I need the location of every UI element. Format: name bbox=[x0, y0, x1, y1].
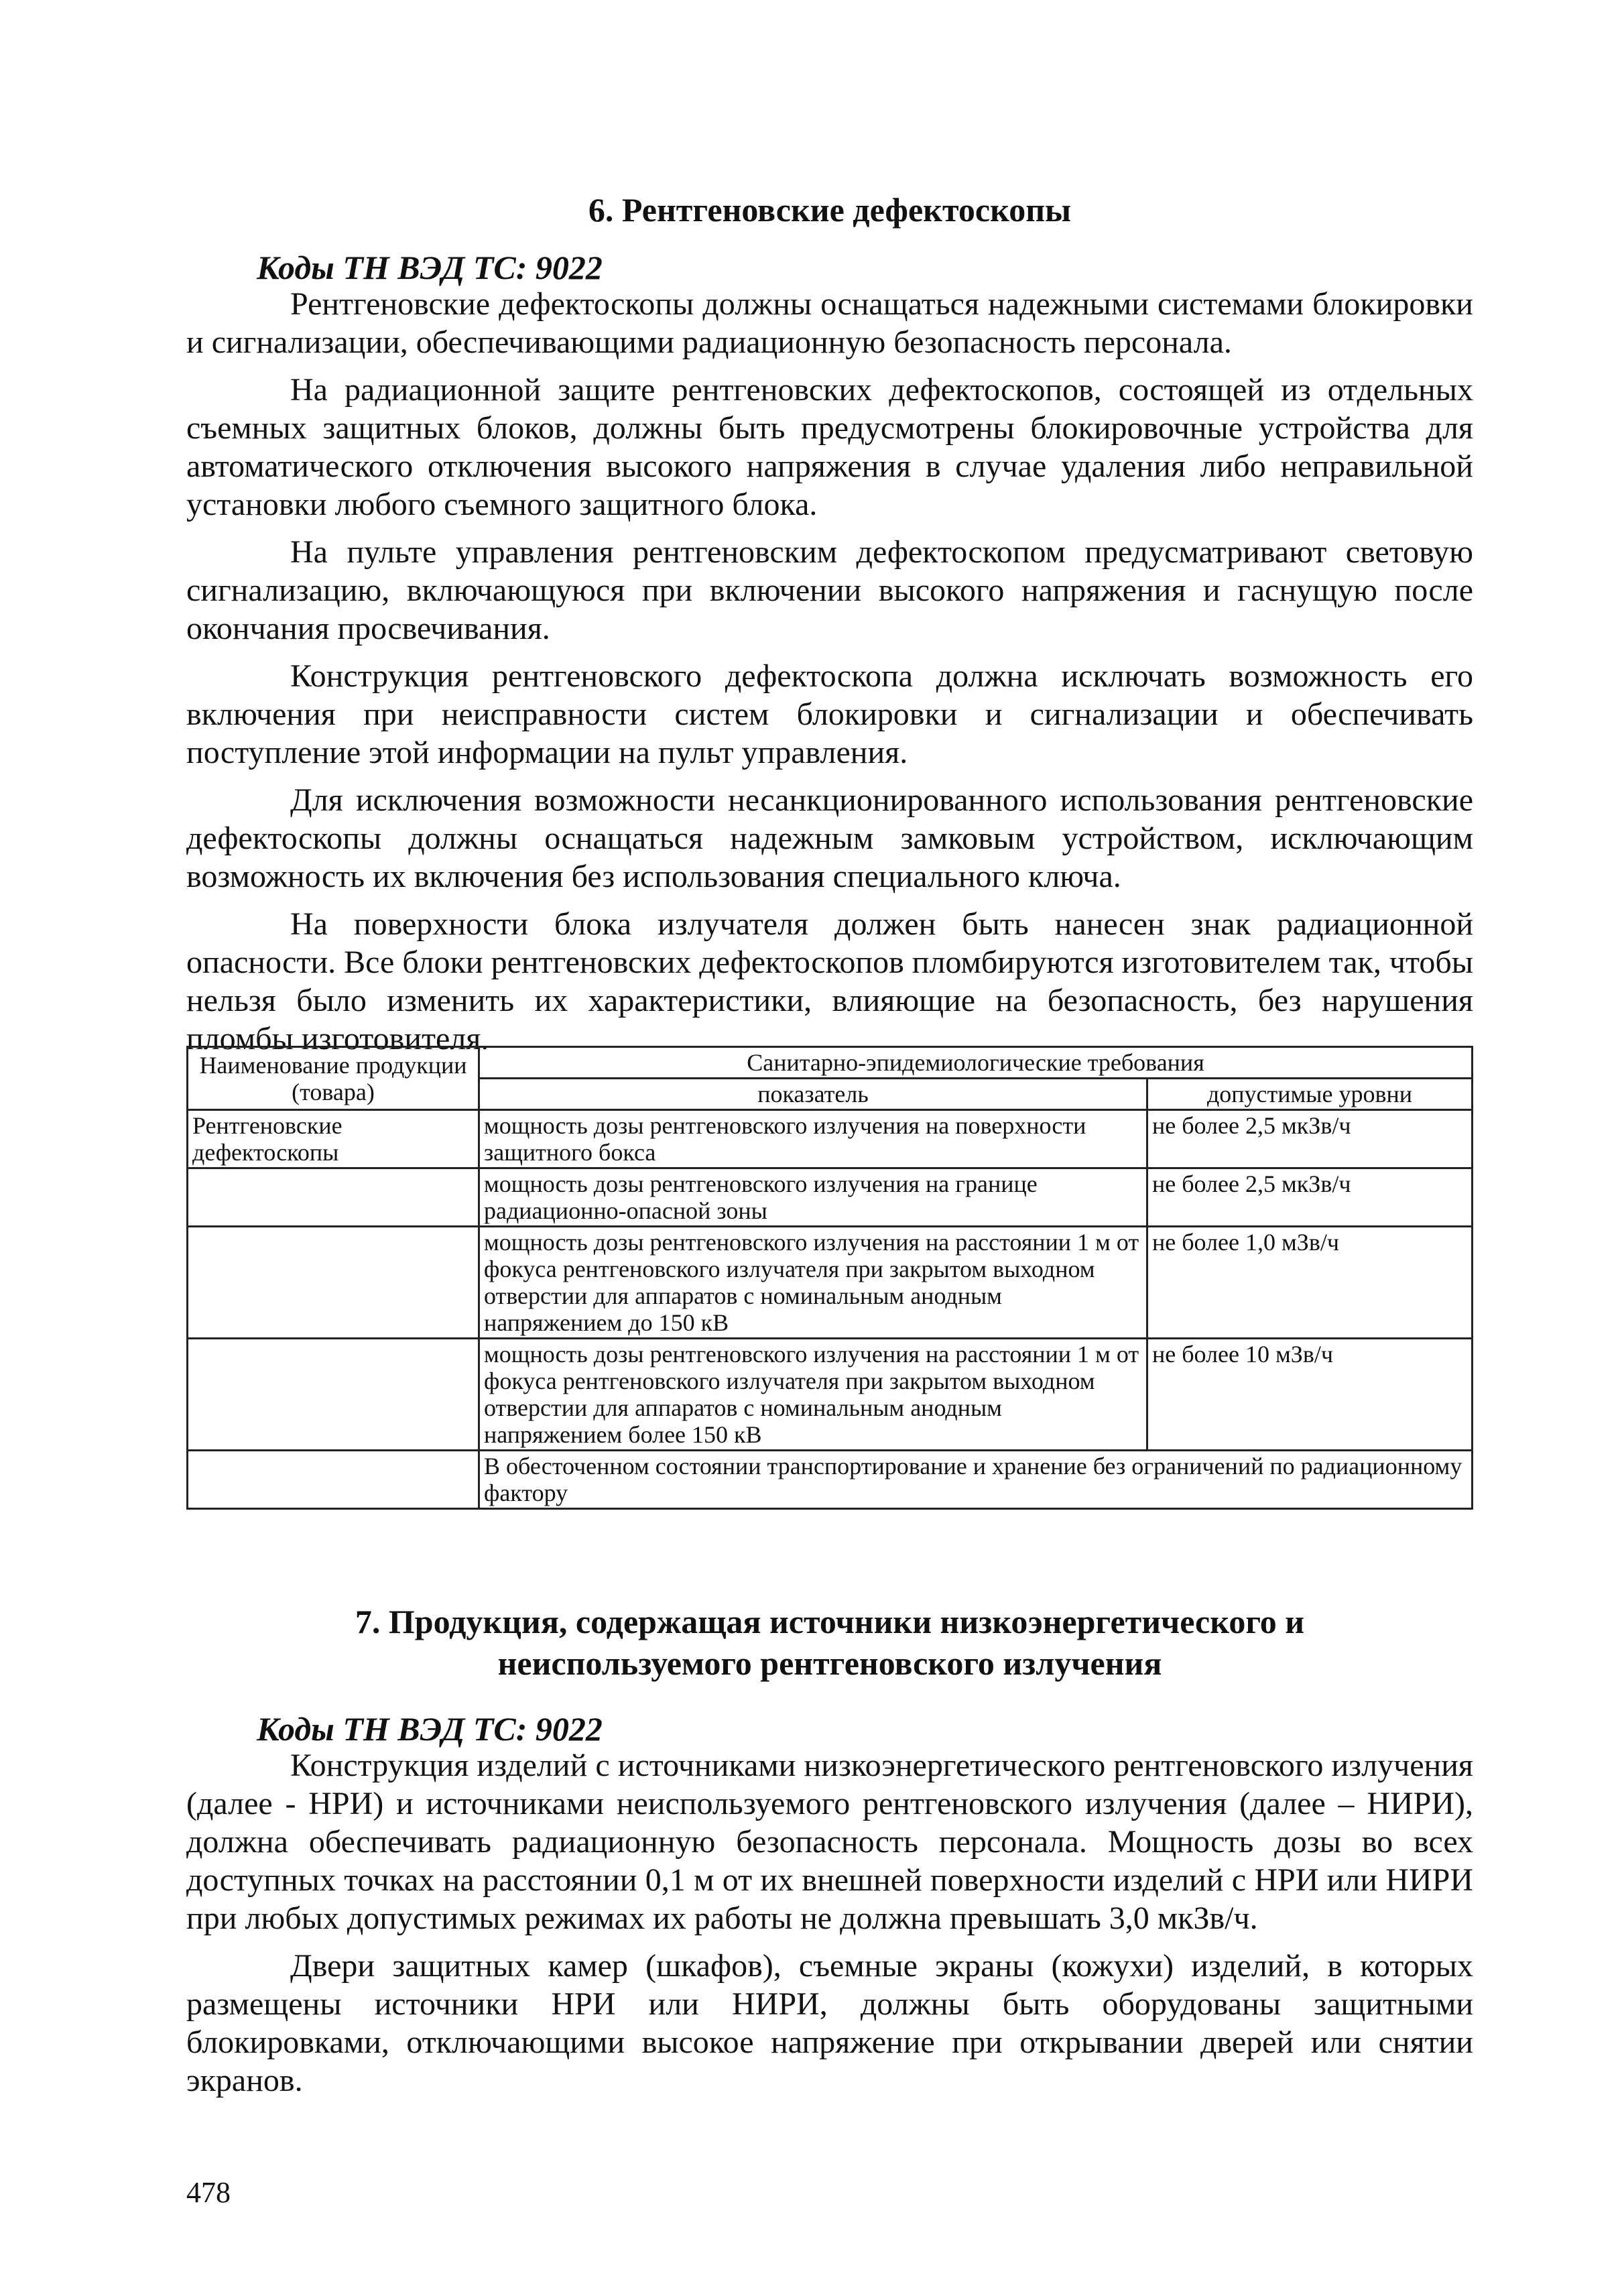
paragraph: Рентгеновские дефектоскопы должны оснащаться надежными системами блокировки и сигнализации, обеспечивающими радиационную безопасность персонала. bbox=[186, 286, 1473, 360]
paragraph: Конструкция рентгеновского дефектоскопа должна исключать возможность его включения при неисправности систем блокировки и сигнализации и обеспечивать поступление этой информации на пульт управления. bbox=[186, 658, 1473, 770]
table-row bbox=[188, 1227, 1473, 1339]
section-6-title: 6. Рентгеновские дефектоскопы bbox=[588, 191, 1072, 229]
requirements-table bbox=[186, 1046, 1473, 1510]
cell-product bbox=[188, 1227, 479, 1339]
header-requirements: Санитарно-эпидемиологические требования bbox=[479, 1047, 1473, 1079]
table-row bbox=[188, 1168, 1473, 1227]
section-7-title-line-2: неиспользуемого рентгеновского излучения bbox=[497, 1644, 1162, 1682]
cell-level: не более 2,5 мкЗв/ч bbox=[1147, 1168, 1473, 1227]
section-6-codes: Коды ТН ВЭД ТС: 9022 bbox=[257, 249, 603, 286]
section-7-title-line-1: 7. Продукция, содержащая источники низкоэнергетического и bbox=[355, 1603, 1305, 1640]
paragraph: На радиационной защите рентгеновских дефектоскопов, состоящей из отдельных съемных защитных блоков, должны быть предусмотрены блокировочные устройства для автоматического отключения высокого напряжения в случае удаления либо неправильной установки любого съемного защитного блока. bbox=[186, 372, 1473, 522]
table-row bbox=[188, 1339, 1473, 1451]
paragraph: На пульте управления рентгеновским дефектоскопом предусматривают световую сигнализацию, включающуюся при включении высокого напряжения и гаснущую после окончания просвечивания. bbox=[186, 534, 1473, 646]
section-7-codes: Коды ТН ВЭД ТС: 9022 bbox=[257, 1710, 603, 1748]
cell-final-note: В обесточенном состоянии транспортирование и хранение без ограничений по радиационному фактору bbox=[479, 1451, 1473, 1509]
section-7-title bbox=[186, 1601, 1473, 1684]
header-levels: допустимые уровни bbox=[1147, 1079, 1473, 1110]
paragraph: Для исключения возможности несанкционированного использования рентгеновские дефектоскопы должны оснащаться надежным замковым устройством, исключающим возможность их включения без использования специального ключа. bbox=[186, 782, 1473, 894]
section-6-body bbox=[186, 285, 1473, 1058]
cell-indicator: мощность дозы рентгеновского излучения на границе радиационно-опасной зоны bbox=[479, 1168, 1147, 1227]
cell-level: не более 10 мЗв/ч bbox=[1147, 1339, 1473, 1451]
table-row bbox=[188, 1451, 1473, 1509]
cell-level: не более 2,5 мкЗв/ч bbox=[1147, 1110, 1473, 1168]
table-row bbox=[188, 1110, 1473, 1168]
cell-indicator: мощность дозы рентгеновского излучения на расстоянии 1 м от фокуса рентгеновского излучателя при закрытом выходном отверстии для аппаратов с номинальным анодным напряжением до 150 кВ bbox=[479, 1227, 1147, 1339]
paragraph: Двери защитных камер (шкафов), съемные экраны (кожухи) изделий, в которых размещены источники НРИ или НИРИ, должны быть оборудованы защитными блокировками, отключающими высокое напряжение при открывании дверей или снятии экранов. bbox=[186, 1948, 1473, 2098]
cell-product bbox=[188, 1339, 479, 1451]
cell-indicator: мощность дозы рентгеновского излучения на расстоянии 1 м от фокуса рентгеновского излучателя при закрытом выходном отверстии для аппаратов с номинальным анодным напряжением более 150 кВ bbox=[479, 1339, 1147, 1451]
paragraph: Конструкция изделий с источниками низкоэнергетического рентгеновского излучения (далее - НРИ) и источниками неиспользуемого рентгеновского излучения (далее – НИРИ), должна обеспечивать радиационную безопасность персонала. Мощность дозы во всех доступных точках на расстоянии 0,1 м от их внешней поверхности изделий с НРИ или НИРИ при любых допустимых режимах их работы не должна превышать 3,0 мкЗв/ч. bbox=[186, 1748, 1473, 1936]
paragraph: На поверхности блока излучателя должен быть нанесен знак радиационной опасности. Все блоки рентгеновских дефектоскопов пломбируются изготовителем так, чтобы нельзя было изменить их характеристики, влияющие на безопасность, без нарушения пломбы изготовителя. bbox=[186, 906, 1473, 1056]
section-7-body bbox=[186, 1746, 1473, 2100]
cell-level: не более 1,0 мЗв/ч bbox=[1147, 1227, 1473, 1339]
cell-product bbox=[188, 1168, 479, 1227]
page-number: 478 bbox=[186, 2176, 231, 2209]
cell-product bbox=[188, 1451, 479, 1509]
cell-indicator: мощность дозы рентгеновского излучения на поверхности защитного бокса bbox=[479, 1110, 1147, 1168]
cell-product: Рентгеновские дефектоскопы bbox=[188, 1110, 479, 1168]
header-product: Наименование продукции (товара) bbox=[188, 1047, 479, 1110]
header-indicator: показатель bbox=[479, 1079, 1147, 1110]
